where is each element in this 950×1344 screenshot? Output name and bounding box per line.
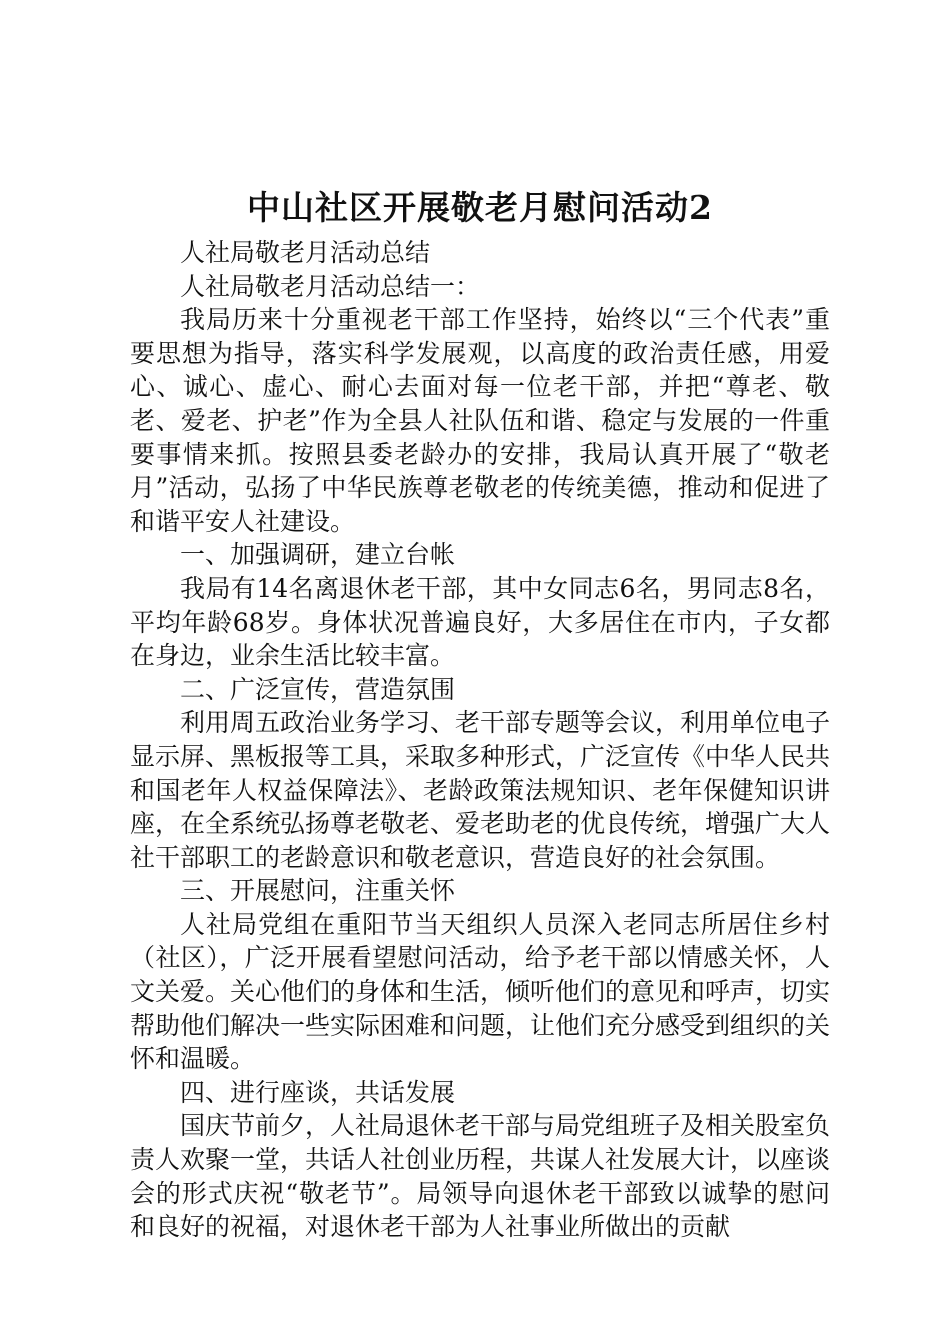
body-paragraph: 我局历来十分重视老干部工作坚持，始终以“三个代表”重要思想为指导，落实科学发展观，以高度的政治责任感，用爱心、诚心、虚心、耐心去面对每一位老干部，并把“尊老、敬老、爱老、护老”作为全县人社队伍和谐、稳定与发展的一件重要事情来抓。按照县委老龄办的安排，我局认真开展了“敬老月”活动，弘扬了中华民族尊老敬老的传统美德，推动和促进了和谐平安人社建设。: [130, 305, 830, 536]
body-paragraph: 国庆节前夕，人社局退休老干部与局党组班子及相关股室负责人欢聚一堂，共话人社创业历程，共谋人社发展大计，以座谈会的形式庆祝“敬老节”。局领导向退休老干部致以诚挚的慰问和良好的祝福，对退休老干部为人社事业所做出的贡献: [130, 1111, 831, 1242]
section-heading-2: 二、广泛宣传，营造氛围: [180, 674, 456, 704]
subtitle-paragraph-one: 人社局敬老月活动总结一：: [180, 271, 481, 301]
section-heading-4: 四、进行座谈，共话发展: [180, 1077, 456, 1107]
subtitle-paragraph: 人社局敬老月活动总结: [180, 238, 431, 267]
section-heading-3: 三、开展慰问，注重关怀: [180, 876, 456, 906]
document-body: [130, 236, 830, 1244]
document-title: 中山社区开展敬老月慰问活动2: [247, 188, 713, 227]
document-page: [130, 186, 830, 1244]
section-heading-1: 一、加强调研，建立台帐: [180, 540, 456, 570]
body-paragraph: 利用周五政治业务学习、老干部专题等会议，利用单位电子显示屏、黑板报等工具，采取多种形式，广泛宣传《中华人民共和国老年人权益保障法》、老龄政策法规知识、老年保健知识讲座，在全系统弘扬尊老敬老、爱老助老的优良传统，增强广大人社干部职工的老龄意识和敬老意识，营造良好的社会氛围。: [130, 708, 831, 872]
body-paragraph: 我局有14名离退休老干部，其中女同志6名，男同志8名，平均年龄68岁。身体状况普遍良好，大多居住在市内，子女都在身边，业余生活比较丰富。: [130, 573, 830, 671]
body-paragraph: 人社局党组在重阳节当天组织人员深入老同志所居住乡村（社区），广泛开展看望慰问活动，给予老干部以情感关怀，人文关爱。关心他们的身体和生活，倾听他们的意见和呼声，切实帮助他们解决一些实际困难和问题，让他们充分感受到组织的关怀和温暖。: [130, 909, 831, 1074]
